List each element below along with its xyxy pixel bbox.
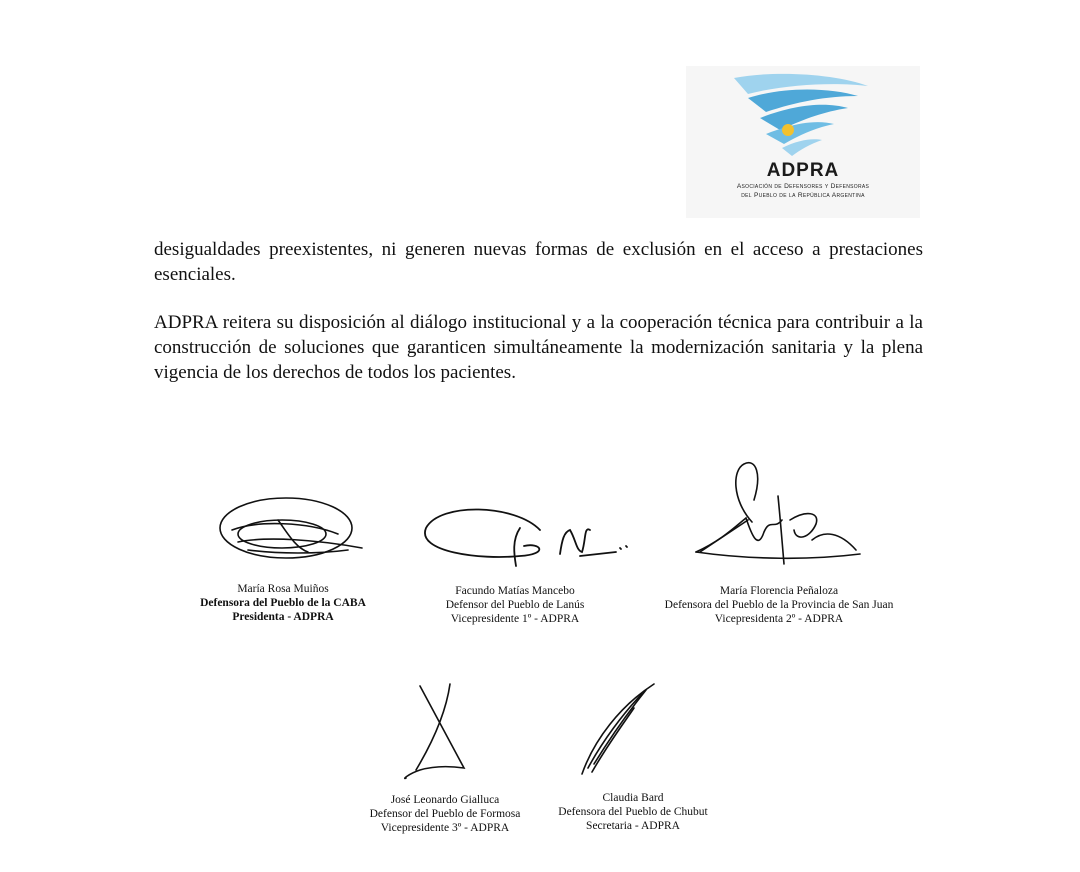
paragraph-closing: ADPRA reitera su disposición al diálogo institucional y a la cooperación técnica para contribuir a la construcción de soluciones que garanticen simultáneamente la modernización sanitaria y la plena vigencia de los derechos de todos los pacientes. [154,312,923,383]
signatory-1 [178,582,388,624]
signatory-name: José Leonardo Gialluca [390,794,500,806]
signatory-office: Defensora del Pueblo de Chubut [558,806,708,818]
logo-name: ADPRA [766,160,840,181]
signature-1 [218,490,368,570]
signatory-role: Vicepresidente 1º - ADPRA [450,613,580,625]
signatory-office: Defensor del Pueblo de Lanús [445,599,585,611]
logo-subtitle-line2: del Pueblo de la República Argentina [741,192,865,199]
logo-subtitle-line1: Asociación de Defensores y Defensoras [736,183,870,190]
signatory-name: María Florencia Peñaloza [719,585,839,597]
adpra-emblem-icon [726,72,876,162]
signature-3 [692,460,862,570]
signatory-4 [345,793,545,835]
signatory-role: Vicepresidenta 2º - ADPRA [714,613,844,625]
signatory-office: Defensora del Pueblo de la CABA [200,597,366,609]
signatory-office: Defensor del Pueblo de Formosa [369,808,521,820]
signatory-role: Presidenta - ADPRA [232,611,334,623]
signatory-office: Defensora del Pueblo de la Provincia de San Juan [664,599,894,611]
signatory-role: Secretaria - ADPRA [586,820,680,832]
signatory-name: Claudia Bard [602,792,664,804]
signatory-name: María Rosa Muiños [237,583,329,595]
adpra-logo [686,66,920,218]
signature-4 [400,682,470,782]
signatory-5 [538,791,728,833]
paragraph-continuation: desigualdades preexistentes, ni generen nuevas formas de exclusión en el acceso a prestaciones esenciales. [154,239,923,285]
signatory-2 [410,584,620,626]
signature-5 [572,680,662,780]
signatory-name: Facundo Matías Mancebo [455,585,575,597]
signatory-3 [648,584,910,626]
signature-2 [420,500,630,570]
signatory-role: Vicepresidente 3º - ADPRA [380,822,510,834]
